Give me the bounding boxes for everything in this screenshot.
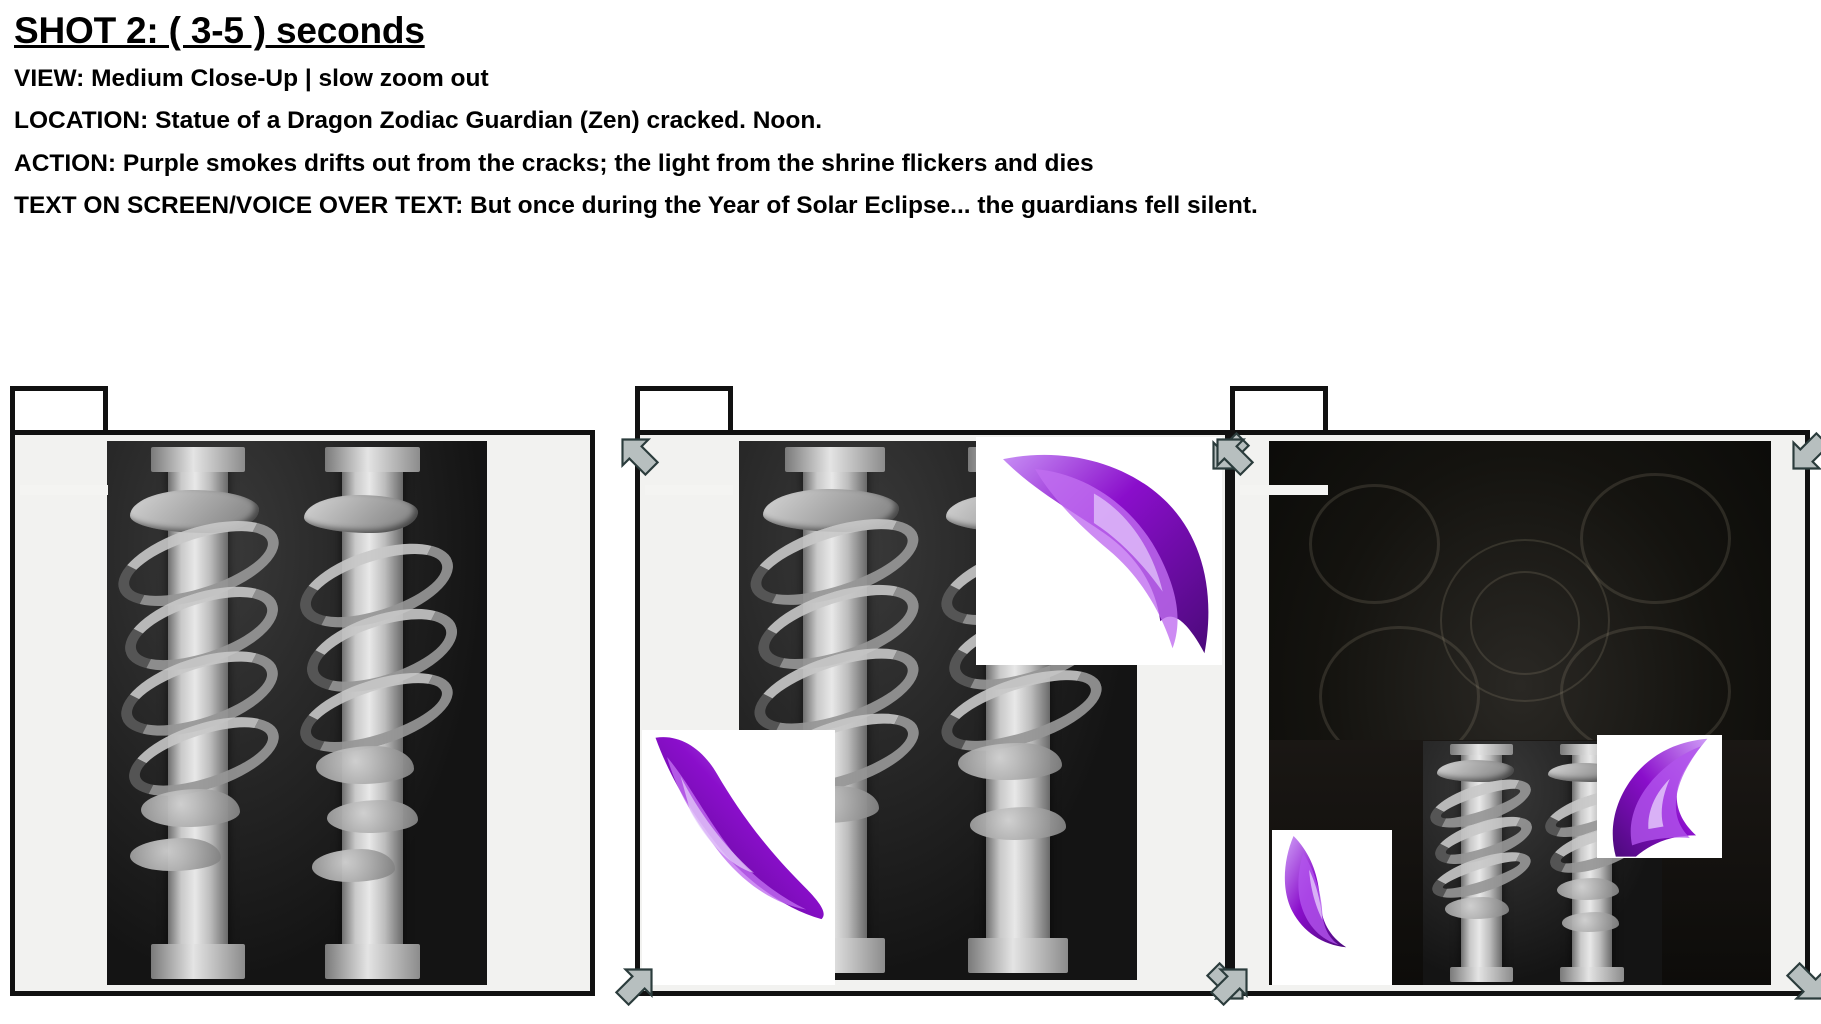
resize-handle-top-left[interactable] <box>1205 427 1259 481</box>
panel-content <box>15 435 590 991</box>
location-line: LOCATION: Statue of a Dragon Zodiac Guardian (Zen) cracked. Noon. <box>14 107 823 135</box>
resize-handle-bottom-right[interactable] <box>1781 957 1821 1011</box>
view-line: VIEW: Medium Close-Up | slow zoom out <box>14 65 489 93</box>
panel-frame[interactable] <box>1230 430 1810 996</box>
purple-smoke-left <box>1272 830 1392 986</box>
panel-content <box>640 435 1225 991</box>
panel-temple-ceiling-composite[interactable] <box>1230 378 1810 1020</box>
panel-frame[interactable] <box>635 430 1230 996</box>
purple-flame-icon <box>642 730 835 923</box>
purple-smoke-top-right <box>976 437 1222 665</box>
panel-tab-joint <box>645 485 733 495</box>
storyboard-panel-row <box>0 378 1821 1023</box>
purple-flame-icon <box>1597 735 1722 857</box>
panel-content <box>1235 435 1805 991</box>
panel-dragon-pillars-with-smoke[interactable] <box>635 378 1230 1020</box>
purple-flame-icon <box>976 437 1222 665</box>
resize-handle-top-right[interactable] <box>1781 427 1821 481</box>
panel-dragon-pillars[interactable] <box>10 378 595 1020</box>
resize-handle-bottom-left[interactable] <box>610 957 664 1011</box>
panel-tab-joint <box>20 485 108 495</box>
purple-flame-icon <box>1272 830 1392 950</box>
panel-frame[interactable] <box>10 430 595 996</box>
shot-description-block <box>14 8 1804 227</box>
page-title: SHOT 2: ( 3-5 ) seconds <box>14 10 425 51</box>
dragon-pillar-sculpt <box>107 441 487 986</box>
resize-handle-top-left[interactable] <box>610 427 664 481</box>
action-line: ACTION: Purple smokes drifts out from the cracks; the light from the shrine flickers and dies <box>14 149 1094 177</box>
purple-smoke-bottom-left <box>642 730 835 986</box>
text-on-screen-line: TEXT ON SCREEN/VOICE OVER TEXT: But once during the Year of Solar Eclipse... the guardians fell silent. <box>14 191 1258 219</box>
resize-handle-bottom-left[interactable] <box>1205 957 1259 1011</box>
panel-tab-joint <box>1240 485 1328 495</box>
purple-smoke-right <box>1597 735 1722 857</box>
